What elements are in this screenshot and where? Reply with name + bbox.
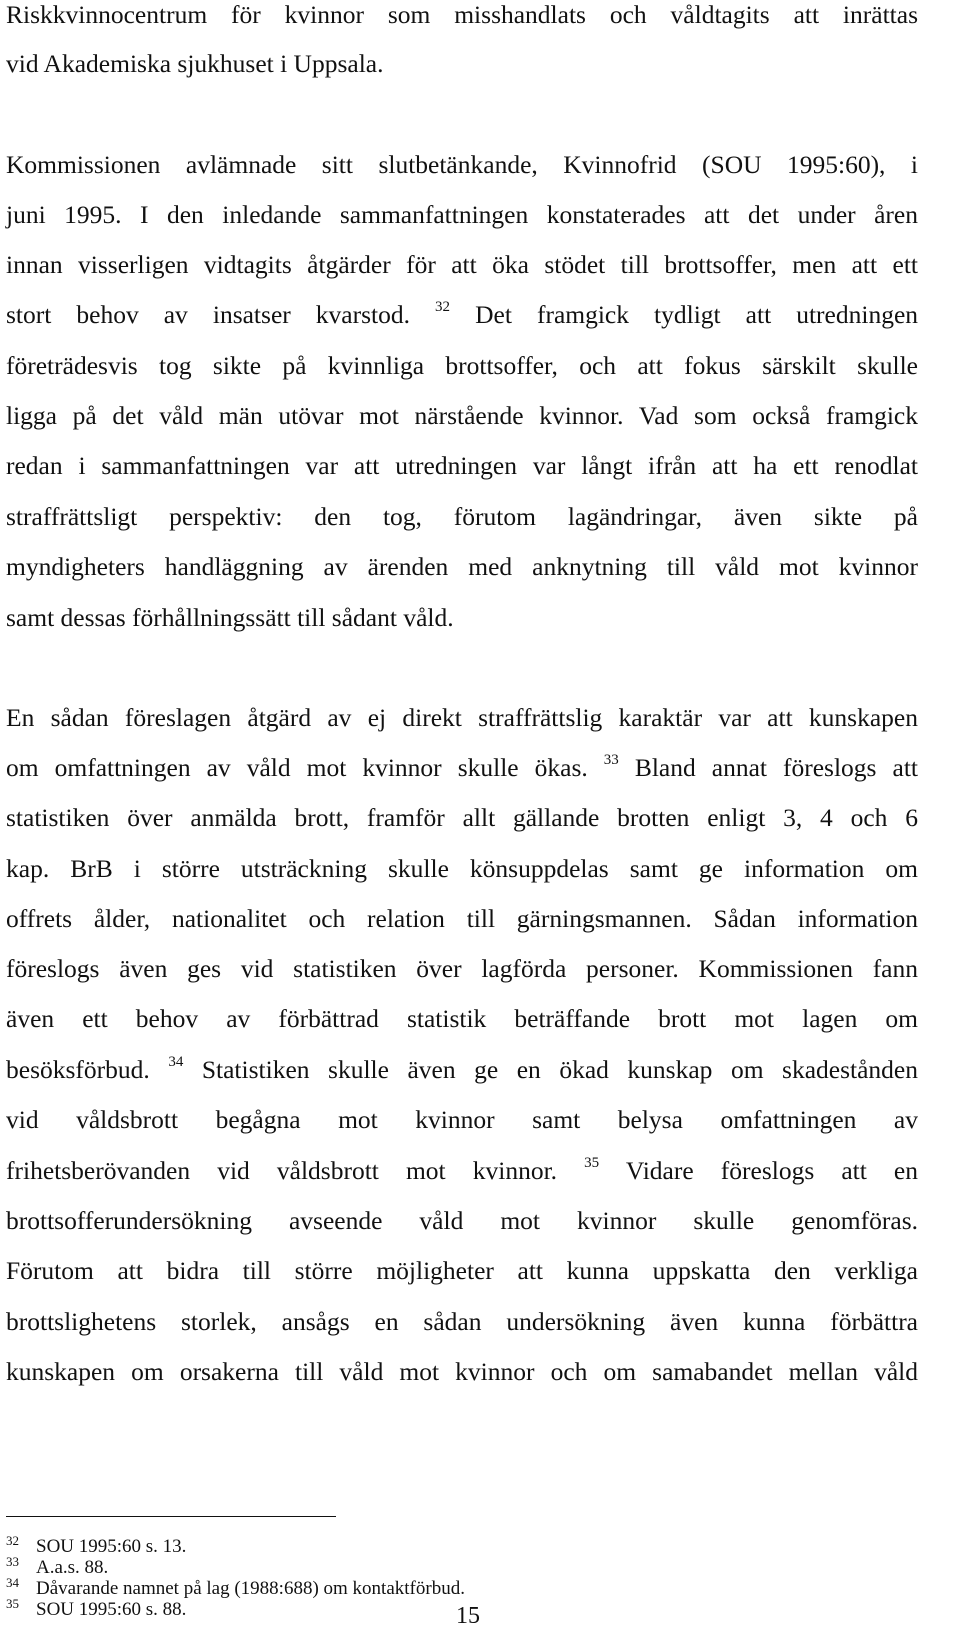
- body-line: kap. BrB i större utsträckning skulle könsuppdelas samt ge information om: [6, 854, 918, 883]
- footnote-ref: 33: [603, 752, 619, 768]
- page-number: 15: [456, 1603, 480, 1629]
- body-line: myndigheters handläggning av ärenden med anknytning till våld mot kvinnor: [6, 552, 918, 581]
- body-text: Statistiken skulle även ge en ökad kunskap om skadestånden: [201, 1055, 919, 1084]
- body-text: frihetsberövanden vid våldsbrott mot kvinnor.: [6, 1156, 558, 1185]
- body-line: Kommissionen avlämnade sitt slutbetänkande, Kvinnofrid (SOU 1995:60), i: [6, 150, 918, 179]
- body-line: Riskkvinnocentrum för kvinnor som misshandlats och våldtagits att inrättas: [6, 0, 918, 29]
- footnote-number: 34: [6, 1575, 19, 1590]
- body-line: straffrättsligt perspektiv: den tog, förutom lagändringar, även sikte på: [6, 502, 918, 531]
- footnote-ref: 32: [435, 299, 451, 315]
- body-line: brottslighetens storlek, ansågs en sådan undersökning även kunna förbättra: [6, 1307, 918, 1336]
- body-line: statistiken över anmälda brott, framför allt gällande brotten enligt 3, 4 och 6: [6, 803, 918, 832]
- body-line: offrets ålder, nationalitet och relation till gärningsmannen. Sådan information: [6, 904, 918, 933]
- body-line: En sådan föreslagen åtgärd av ej direkt straffrättslig karaktär var att kunskapen: [6, 703, 918, 732]
- footnote-text: A.a.s. 88.: [36, 1557, 109, 1578]
- footnote-number: 32: [6, 1533, 19, 1548]
- body-text: Vidare föreslogs att en: [625, 1156, 919, 1185]
- body-text: besöksförbud.: [6, 1055, 150, 1084]
- body-text: stort behov av insatser kvarstod.: [6, 300, 410, 329]
- body-line: även ett behov av förbättrad statistik beträffande brott mot lagen om: [6, 1004, 918, 1033]
- body-line: vid våldsbrott begågna mot kvinnor samt belysa omfattningen av: [6, 1105, 918, 1134]
- body-line: redan i sammanfattningen var att utredningen var långt ifrån att ha ett renodlat: [6, 451, 918, 480]
- body-line: kunskapen om orsakerna till våld mot kvinnor och om samabandet mellan våld: [6, 1357, 918, 1386]
- body-line: samt dessas förhållningssätt till sådant våld.: [6, 603, 454, 632]
- footnote-text: SOU 1995:60 s. 13.: [36, 1536, 187, 1557]
- body-text: Det framgick tydligt att utredningen: [475, 300, 919, 329]
- footnote-separator: [6, 1516, 336, 1517]
- body-text: om omfattningen av våld mot kvinnor skulle ökas.: [6, 753, 588, 782]
- body-line: innan visserligen vidtagits åtgärder för att öka stödet till brottsoffer, men att ett: [6, 250, 918, 279]
- body-text: Bland annat föreslogs att: [634, 753, 919, 782]
- body-line: juni 1995. I den inledande sammanfattningen konstaterades att det under åren: [6, 200, 918, 229]
- footnote-text: SOU 1995:60 s. 88.: [36, 1599, 187, 1620]
- footnote-ref: 34: [168, 1054, 184, 1070]
- footnote-number: 33: [6, 1554, 19, 1569]
- body-line: föreslogs även ges vid statistiken över lagförda personer. Kommissionen fann: [6, 954, 918, 983]
- footnote-ref: 35: [584, 1155, 600, 1171]
- body-line: vid Akademiska sjukhuset i Uppsala.: [6, 49, 384, 78]
- body-line: [6, 300, 918, 330]
- body-line: [6, 1055, 918, 1085]
- footnote-number: 35: [6, 1596, 19, 1611]
- body-line: brottsofferundersökning avseende våld mot kvinnor skulle genomföras.: [6, 1206, 918, 1235]
- body-line: ligga på det våld män utövar mot närstående kvinnor. Vad som också framgick: [6, 401, 918, 430]
- body-line: [6, 753, 918, 783]
- body-line: Förutom att bidra till större möjligheter att kunna uppskatta den verkliga: [6, 1256, 918, 1285]
- footnote-text: Dåvarande namnet på lag (1988:688) om kontaktförbud.: [36, 1578, 465, 1599]
- body-line: [6, 1156, 918, 1186]
- body-line: företrädesvis tog sikte på kvinnliga brottsoffer, och att fokus särskilt skulle: [6, 351, 918, 380]
